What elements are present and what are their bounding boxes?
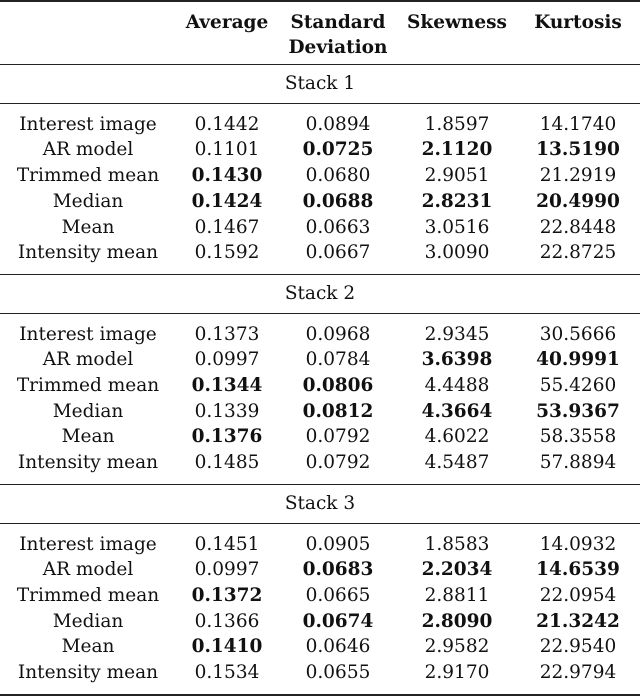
table-row: [0, 347, 640, 373]
table-row: [0, 313, 640, 347]
average-cell: 0.1442: [194, 113, 260, 135]
std-cell: 0.0905: [305, 533, 371, 555]
stack-label: Stack 2: [0, 274, 640, 313]
skewness-cell: 2.1120: [421, 139, 493, 161]
kurtosis-cell: 21.3242: [536, 610, 620, 632]
average-cell: 0.1372: [191, 584, 263, 606]
std-cell: 0.0663: [305, 216, 371, 238]
method-cell: AR model: [42, 559, 134, 581]
table-row: [0, 373, 640, 399]
average-cell: 0.1410: [191, 636, 263, 658]
skewness-cell: 1.8583: [424, 533, 490, 555]
method-cell: Trimmed mean: [16, 584, 160, 606]
method-cell: Mean: [61, 426, 115, 448]
kurtosis-cell: 22.9794: [516, 660, 640, 695]
stack-header-row: [0, 65, 640, 104]
table-row: [0, 609, 640, 635]
header-row: [0, 1, 640, 65]
average-cell: 0.1424: [191, 190, 263, 212]
stack-header-row: [0, 484, 640, 523]
kurtosis-cell: 22.8725: [516, 240, 640, 274]
method-cell: Median: [52, 610, 124, 632]
kurtosis-cell: 57.8894: [516, 450, 640, 484]
method-cell: Interest image: [19, 323, 157, 345]
average-cell: 0.1534: [176, 660, 278, 695]
average-cell: 0.1485: [176, 450, 278, 484]
method-cell: Intensity mean: [0, 450, 176, 484]
std-cell: 0.0792: [305, 426, 371, 448]
method-cell: Trimmed mean: [16, 165, 160, 187]
std-cell: 0.0683: [302, 559, 374, 581]
kurtosis-cell: 13.5190: [536, 139, 620, 161]
average-cell: 0.1430: [191, 165, 263, 187]
kurtosis-cell: 14.6539: [536, 559, 620, 581]
skewness-cell: 1.8597: [424, 113, 490, 135]
method-cell: Intensity mean: [0, 660, 176, 695]
kurtosis-cell: 22.9540: [539, 636, 617, 658]
table-row: [0, 240, 640, 274]
table-row: [0, 103, 640, 137]
table-body: [0, 65, 640, 695]
skewness-cell: 2.9170: [398, 660, 516, 695]
kurtosis-cell: 20.4990: [536, 190, 620, 212]
std-cell: 0.0784: [305, 349, 371, 371]
average-cell: 0.1344: [191, 375, 263, 397]
skewness-cell: 2.8090: [421, 610, 493, 632]
skewness-cell: 2.9051: [424, 165, 490, 187]
table-row: [0, 399, 640, 425]
header-kurtosis: Kurtosis: [516, 1, 640, 65]
table-row: [0, 137, 640, 163]
stack-label: Stack 1: [0, 65, 640, 104]
skewness-cell: 2.8231: [421, 190, 493, 212]
method-cell: Interest image: [19, 533, 157, 555]
std-cell: 0.0665: [305, 584, 371, 606]
kurtosis-cell: 30.5666: [539, 323, 617, 345]
method-cell: Median: [52, 400, 124, 422]
std-cell: 0.0725: [302, 139, 374, 161]
table-row: [0, 424, 640, 450]
std-cell: 0.0688: [302, 190, 374, 212]
table-row: [0, 583, 640, 609]
average-cell: 0.1376: [191, 426, 263, 448]
skewness-cell: 2.9582: [424, 636, 490, 658]
std-cell: 0.0655: [278, 660, 398, 695]
std-cell: 0.0968: [305, 323, 371, 345]
kurtosis-cell: 40.9991: [536, 349, 620, 371]
skewness-cell: 4.6022: [424, 426, 490, 448]
method-cell: Trimmed mean: [16, 375, 160, 397]
header-skewness: Skewness: [398, 1, 516, 65]
std-cell: 0.0646: [305, 636, 371, 658]
skewness-cell: 4.3664: [421, 400, 493, 422]
kurtosis-cell: 55.4260: [539, 375, 617, 397]
skewness-cell: 3.0516: [424, 216, 490, 238]
average-cell: 0.1101: [194, 139, 260, 161]
skewness-cell: 4.5487: [398, 450, 516, 484]
std-cell: 0.0674: [302, 610, 374, 632]
average-cell: 0.1373: [194, 323, 260, 345]
average-cell: 0.1339: [194, 400, 260, 422]
method-cell: Intensity mean: [0, 240, 176, 274]
std-cell: 0.0680: [305, 165, 371, 187]
method-cell: AR model: [42, 349, 134, 371]
method-cell: Mean: [61, 636, 115, 658]
table-row: [0, 450, 640, 484]
header-std-line1: Standard: [290, 12, 386, 33]
header-std-line2: Deviation: [288, 37, 388, 58]
std-cell: 0.0667: [278, 240, 398, 274]
average-cell: 0.0997: [194, 559, 260, 581]
kurtosis-cell: 22.8448: [539, 216, 617, 238]
std-cell: 0.0792: [278, 450, 398, 484]
table-row: [0, 557, 640, 583]
table-row: [0, 660, 640, 695]
kurtosis-cell: 14.1740: [539, 113, 617, 135]
kurtosis-cell: 58.3558: [539, 426, 617, 448]
table-row: [0, 215, 640, 241]
kurtosis-cell: 53.9367: [536, 400, 620, 422]
kurtosis-cell: 21.2919: [539, 165, 617, 187]
method-cell: Median: [52, 190, 124, 212]
skewness-cell: 3.6398: [421, 349, 493, 371]
header-average: Average: [176, 1, 278, 65]
header-standard-deviation: [278, 1, 398, 65]
stack-label: Stack 3: [0, 484, 640, 523]
method-cell: AR model: [42, 139, 134, 161]
average-cell: 0.1366: [194, 610, 260, 632]
std-cell: 0.0806: [302, 375, 374, 397]
table-row: [0, 189, 640, 215]
skewness-cell: 2.2034: [421, 559, 493, 581]
skewness-cell: 2.8811: [424, 584, 490, 606]
average-cell: 0.1592: [176, 240, 278, 274]
average-cell: 0.1467: [194, 216, 260, 238]
average-cell: 0.1451: [194, 533, 260, 555]
skewness-cell: 4.4488: [424, 375, 490, 397]
table-row: [0, 163, 640, 189]
average-cell: 0.0997: [194, 349, 260, 371]
kurtosis-cell: 14.0932: [539, 533, 617, 555]
std-cell: 0.0894: [305, 113, 371, 135]
stack-header-row: [0, 274, 640, 313]
std-cell: 0.0812: [302, 400, 374, 422]
skewness-cell: 3.0090: [398, 240, 516, 274]
table-row: [0, 523, 640, 557]
table-row: [0, 634, 640, 660]
skewness-cell: 2.9345: [424, 323, 490, 345]
method-cell: Mean: [61, 216, 115, 238]
kurtosis-cell: 22.0954: [539, 584, 617, 606]
header-method: [0, 1, 176, 65]
method-cell: Interest image: [19, 113, 157, 135]
